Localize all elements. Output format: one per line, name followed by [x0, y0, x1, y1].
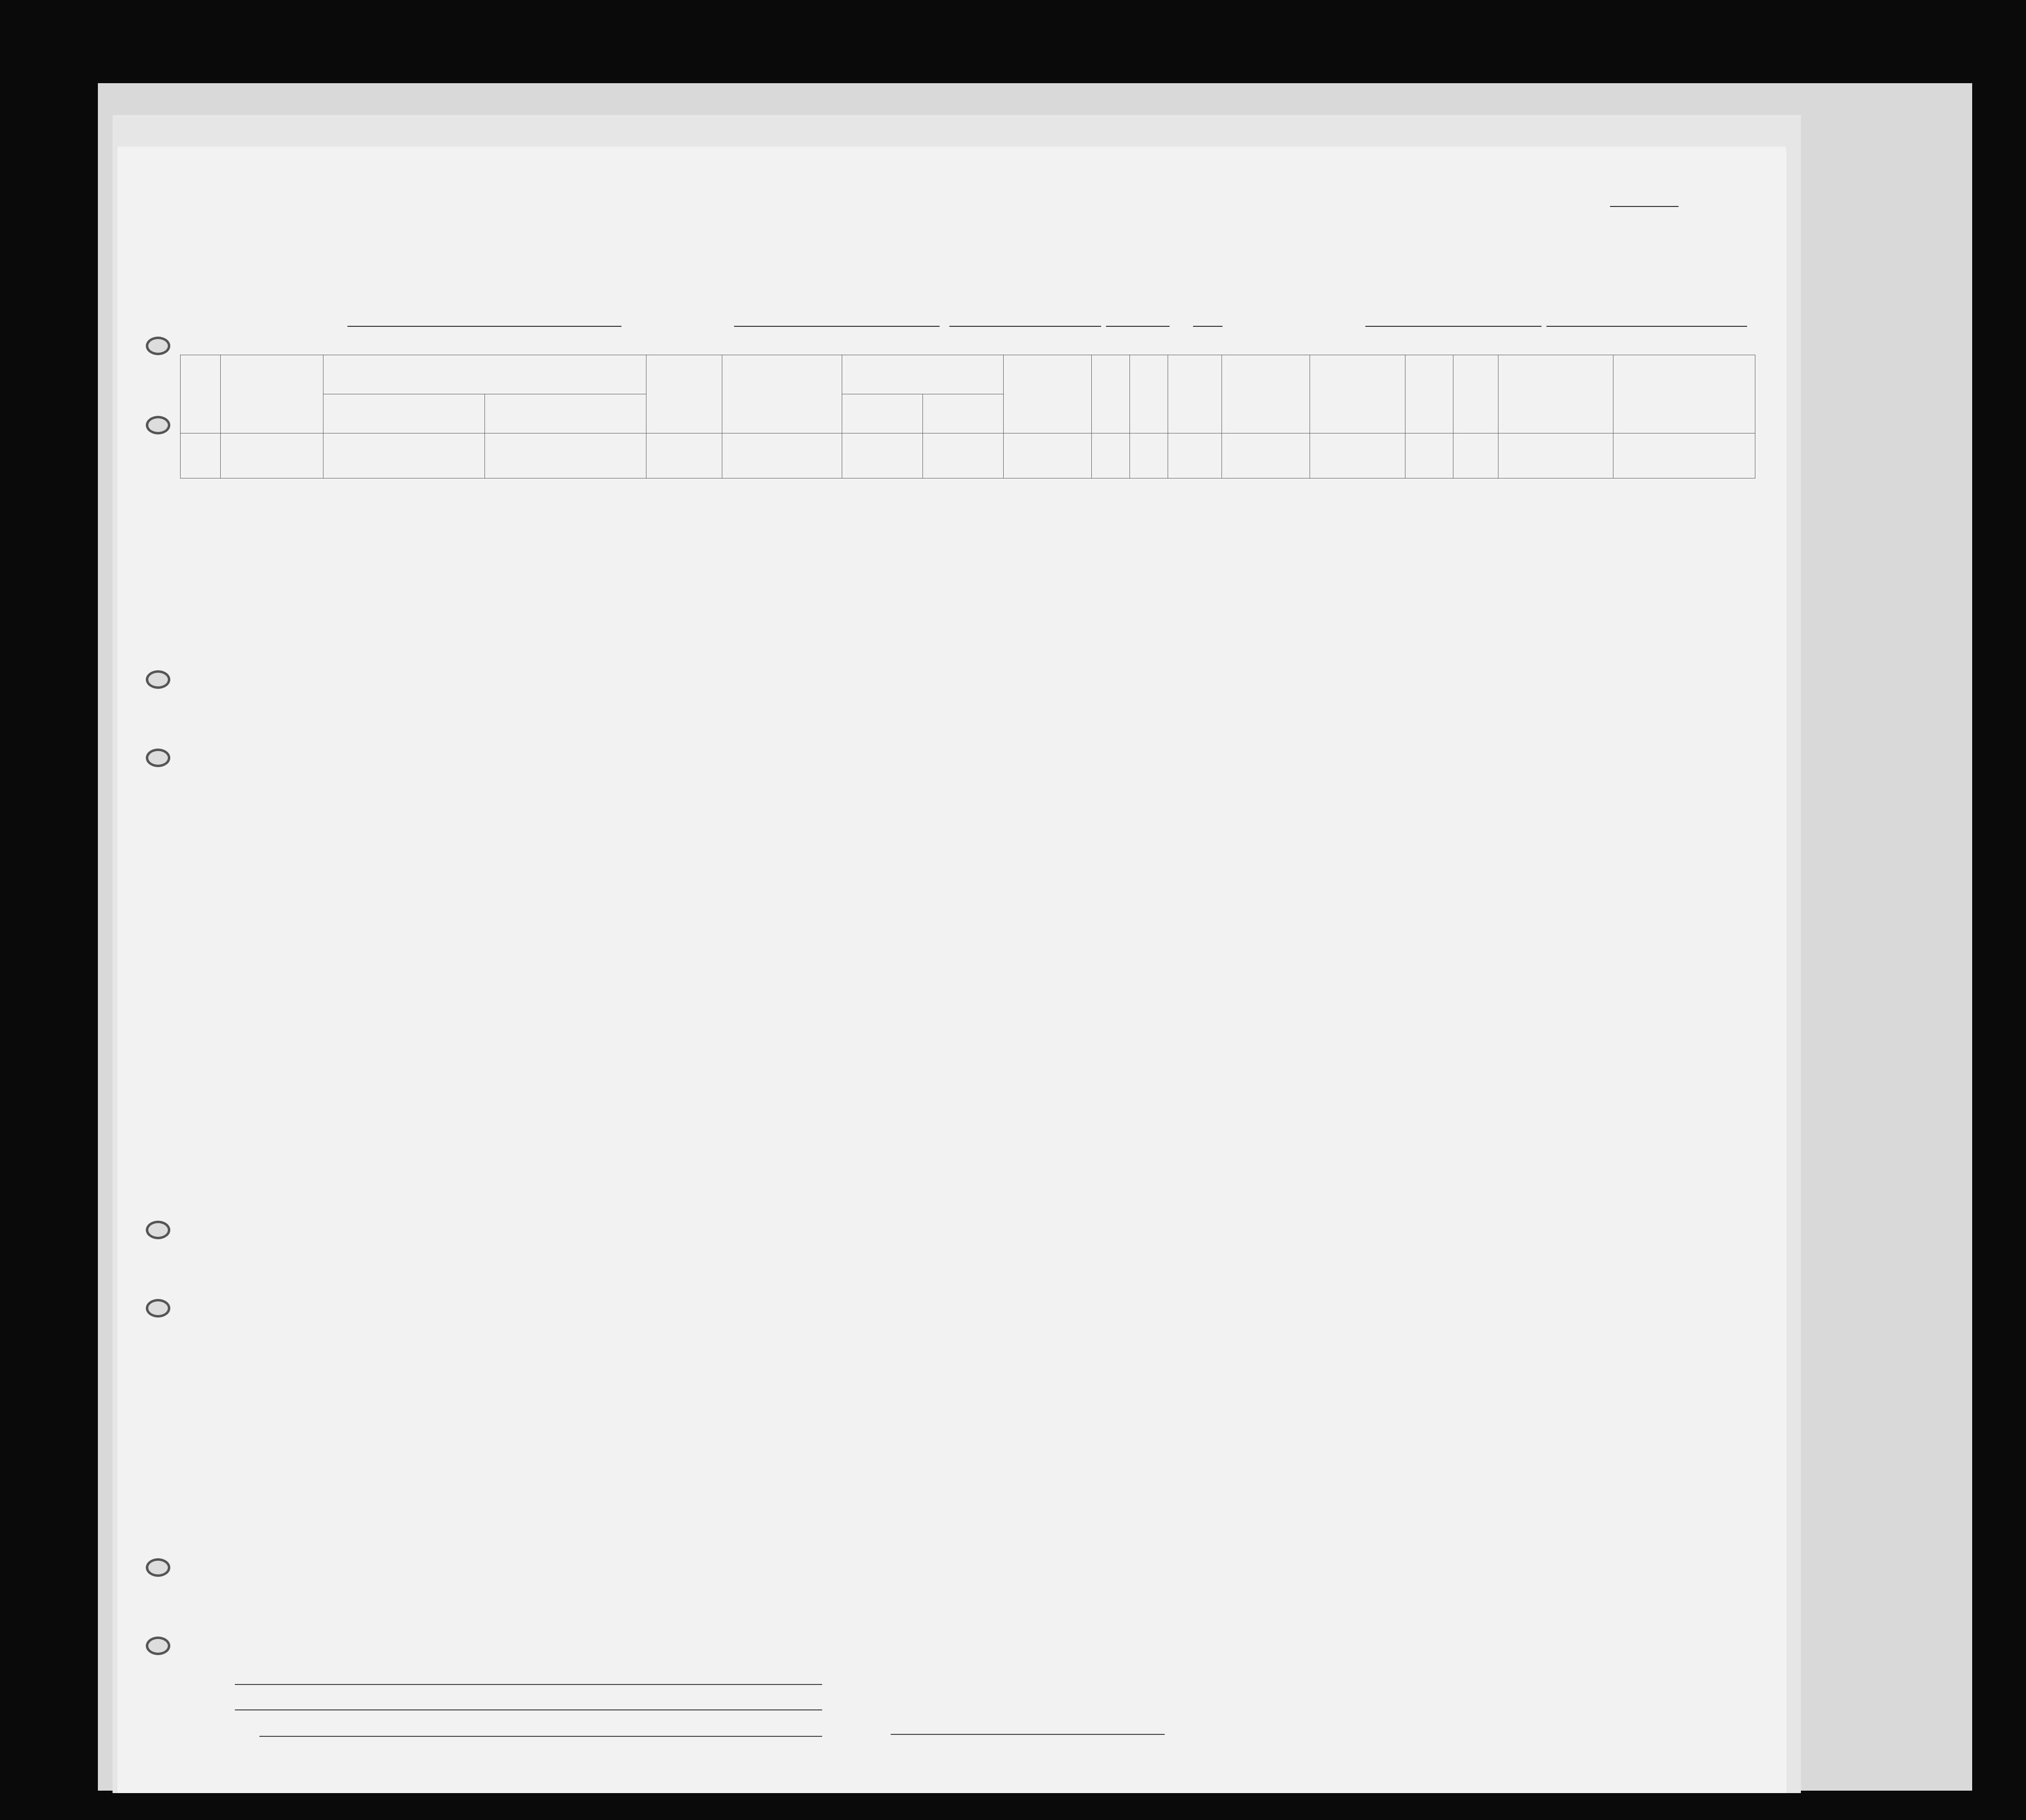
- col-header-shipped: [842, 355, 1004, 394]
- col-header-previous-voyage: [221, 355, 323, 433]
- col-header-remarks: [1613, 355, 1755, 433]
- col-header-position: [722, 355, 842, 433]
- arrival-day: [1106, 307, 1170, 327]
- col-header-read: [1092, 355, 1130, 433]
- punch-hole: [146, 337, 170, 355]
- line-field: [235, 1673, 822, 1685]
- crew-manifest-table: [180, 355, 1755, 478]
- sheet-number: [1610, 196, 1679, 210]
- blank-footer-cell: [181, 433, 221, 478]
- col-header-physical-marks: [1498, 355, 1613, 433]
- punch-hole: [146, 1637, 170, 1655]
- punch-hole: [146, 1299, 170, 1318]
- manifest-footer: [186, 1673, 1752, 1771]
- punch-hole: [146, 1221, 170, 1239]
- vessel-line: [294, 302, 1742, 330]
- col-header-given-name: [485, 394, 646, 433]
- punch-hole: [146, 416, 170, 434]
- manifest-sheet: [117, 147, 1786, 1793]
- col-header-sex: [1168, 355, 1222, 433]
- punch-hole: [146, 670, 170, 689]
- col-header-name: [323, 355, 646, 394]
- vessel-name: [347, 307, 622, 327]
- signature-line: [891, 1723, 1165, 1735]
- departure-port: [1365, 307, 1542, 327]
- owners-field: [235, 1699, 822, 1710]
- col-header-race: [1222, 355, 1310, 433]
- sheet-number-value: [1610, 206, 1679, 207]
- agents-field: [259, 1725, 822, 1737]
- col-header-nationality: [1310, 355, 1405, 433]
- col-header-paid-off: [1004, 355, 1092, 433]
- arrival-port: [734, 307, 940, 327]
- arrival-year: [1193, 307, 1222, 327]
- departure-date: [1546, 307, 1747, 327]
- col-header-service: [646, 355, 722, 433]
- col-header-height: [1405, 355, 1453, 433]
- col-header-weight: [1453, 355, 1498, 433]
- punch-hole: [146, 1558, 170, 1577]
- col-header-where: [923, 394, 1004, 433]
- col-header-number: [181, 355, 221, 433]
- col-header-when: [842, 394, 923, 433]
- col-header-family-name: [323, 394, 485, 433]
- col-header-age: [1130, 355, 1168, 433]
- punch-hole: [146, 749, 170, 767]
- arrival-month: [949, 307, 1101, 327]
